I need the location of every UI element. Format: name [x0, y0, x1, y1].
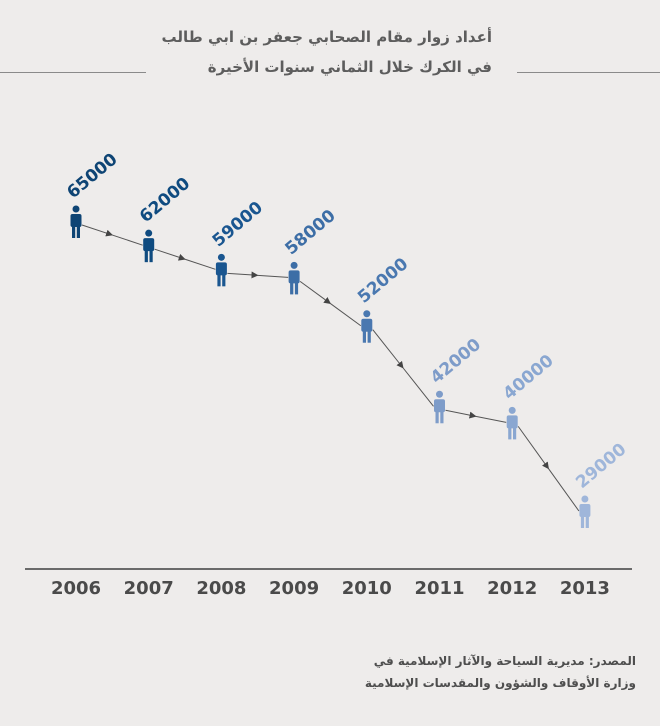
value-label: 42000: [426, 334, 486, 389]
connector-arrow: [518, 426, 579, 511]
person-icon: [579, 496, 590, 529]
person-icon: [361, 310, 372, 343]
title-line-2: في الكرك خلال الثماني سنوات الأخيرة: [207, 58, 492, 76]
connector-arrow: [300, 281, 361, 325]
year-label: 2013: [559, 578, 610, 599]
connector-arrow: [446, 410, 507, 422]
connector-arrow: [227, 273, 288, 277]
connector-arrow: [373, 330, 434, 407]
year-label: 2010: [341, 578, 392, 599]
value-label: 52000: [354, 254, 413, 308]
person-icon: [143, 230, 154, 263]
year-label: 2008: [196, 578, 247, 599]
year-label: 2006: [50, 578, 102, 599]
source-note: [216, 650, 636, 694]
value-label: 62000: [136, 173, 195, 227]
person-icon: [289, 262, 300, 295]
connector-arrow: [155, 249, 216, 269]
title-line-1: أعداد زوار مقام الصحابي جعفر بن ابي طالب: [161, 28, 492, 46]
year-label-layer: [51, 578, 610, 599]
value-label: 40000: [499, 350, 558, 405]
person-icon: [71, 206, 82, 239]
connector-layer: [82, 225, 579, 511]
year-label: 2007: [123, 578, 174, 599]
value-label: 65000: [63, 149, 122, 203]
year-label: 2012: [487, 578, 538, 599]
source-line-1: المصدر: مديرية السياحة والآثار الإسلامية في: [373, 654, 636, 668]
year-label: 2011: [414, 578, 465, 599]
person-icon: [434, 391, 445, 424]
connector-arrow: [82, 225, 143, 245]
person-icon: [216, 254, 227, 287]
value-label: 58000: [281, 205, 340, 260]
year-label: 2009: [269, 578, 320, 599]
value-label: 59000: [208, 197, 267, 252]
person-icon: [507, 407, 518, 440]
figure-layer: [71, 206, 591, 529]
source-line-2: وزارة الأوقاف والشؤون والمقدسات الإسلامية: [364, 676, 636, 690]
value-label: 29000: [572, 439, 631, 493]
value-label-layer: [63, 149, 630, 492]
